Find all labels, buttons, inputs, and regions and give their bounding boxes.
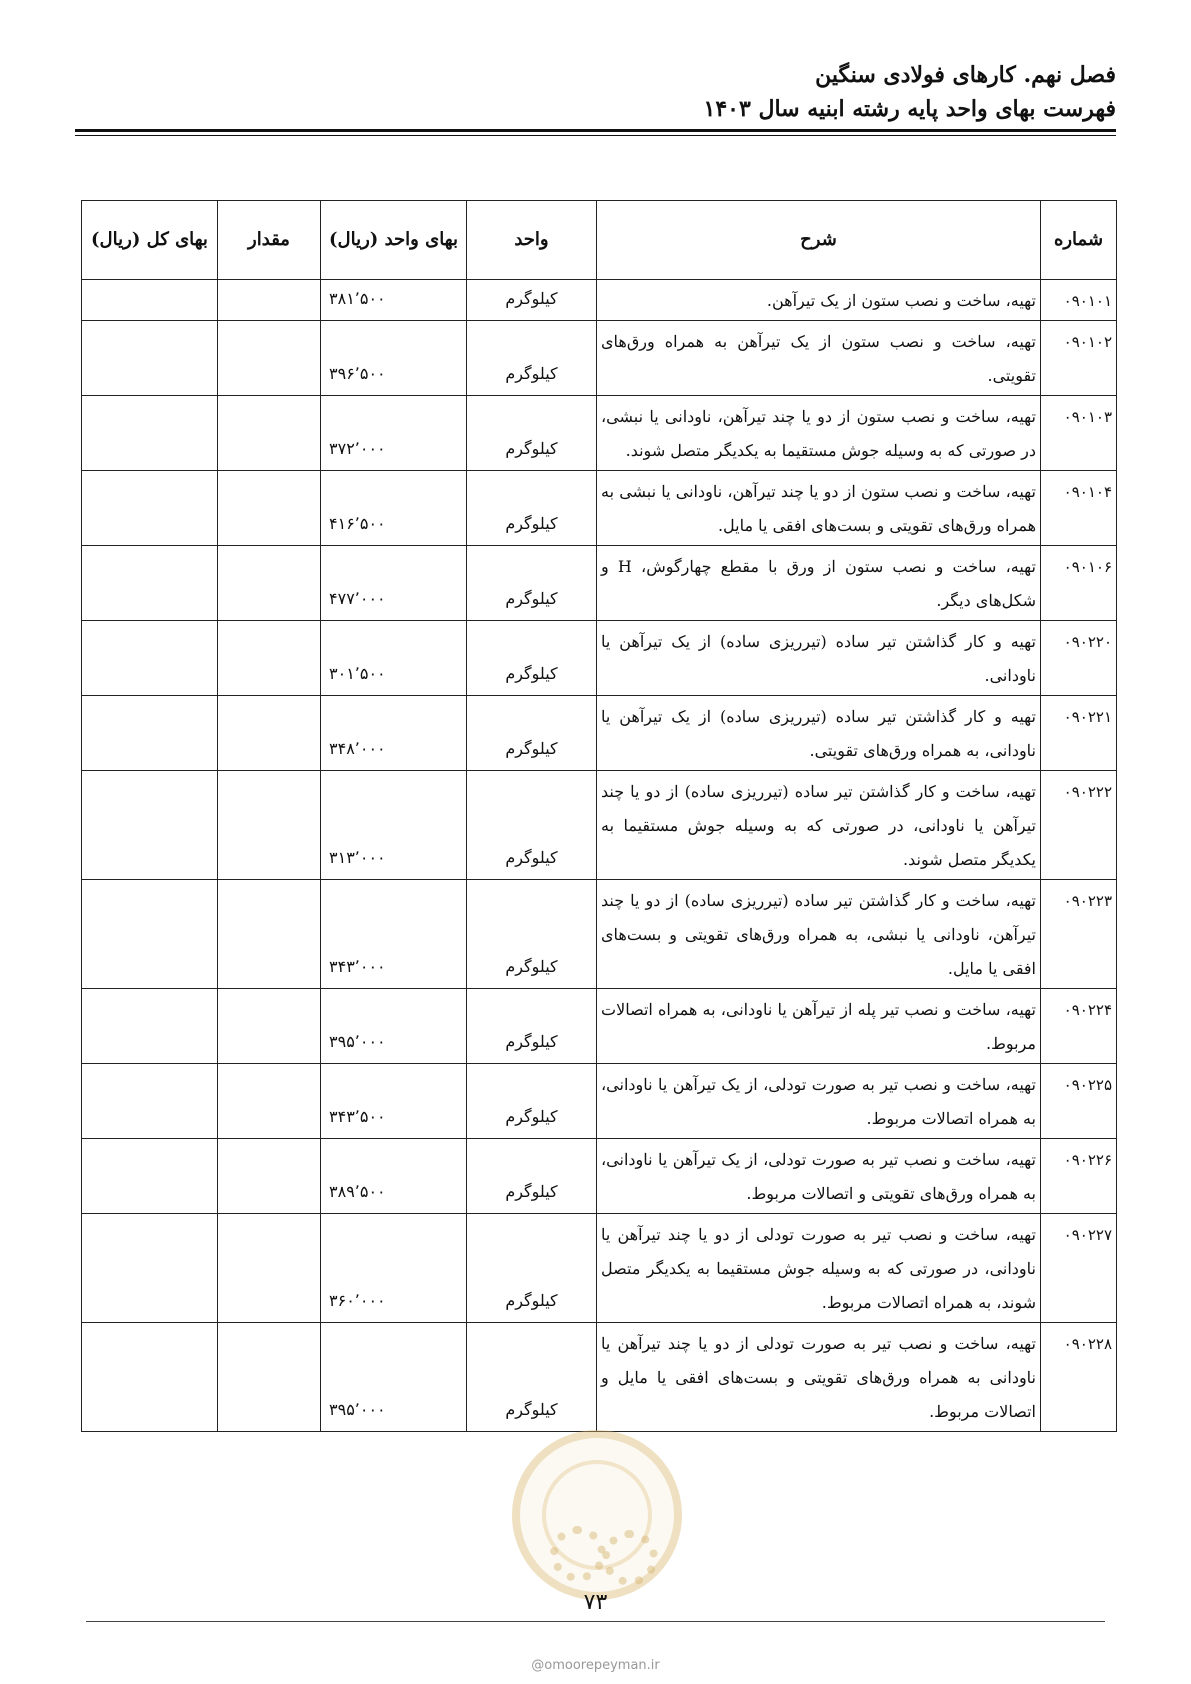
price-list-table xyxy=(81,200,1117,1432)
seal-gear-left xyxy=(550,1526,606,1582)
item-description: تهیه، ساخت و نصب ستون از دو یا چند تیرآهن، ناودانی یا نبشی به همراه ورق‌های تقویتی و بست‌های افقی یا مایل. xyxy=(597,471,1041,546)
item-unit-price: ۳۸۹٬۵۰۰ xyxy=(321,1139,467,1214)
item-quantity xyxy=(218,280,321,321)
item-description: تهیه، ساخت و نصب تیر به صورت تودلی، از یک تیرآهن یا ناودانی، به همراه ورق‌های تقویتی و اتصالات مربوط. xyxy=(597,1139,1041,1214)
item-quantity xyxy=(218,471,321,546)
item-unit-price: ۳۴۳٬۰۰۰ xyxy=(321,880,467,989)
footer-rule xyxy=(86,1621,1105,1622)
item-quantity xyxy=(218,1214,321,1323)
item-total-price xyxy=(82,321,218,396)
table-row xyxy=(82,1214,1117,1323)
table-row xyxy=(82,880,1117,989)
item-description: تهیه، ساخت و نصب تیر پله از تیرآهن یا ناودانی، به همراه اتصالات مربوط. xyxy=(597,989,1041,1064)
table-row xyxy=(82,771,1117,880)
item-quantity xyxy=(218,396,321,471)
item-code: ۰۹۰۱۰۳ xyxy=(1041,396,1117,471)
item-description: تهیه، ساخت و کار گذاشتن تیر ساده (تیرریزی ساده) از دو یا چند تیرآهن، ناودانی یا نبشی، به همراه ورق‌های تقویتی و بست‌های افقی یا مایل. xyxy=(597,880,1041,989)
item-description: تهیه، ساخت و نصب تیر به صورت تودلی از دو یا چند تیرآهن یا ناودانی، در صورتی که به وسیله جوش مستقیما به یکدیگر متصل شوند، به همراه اتصالات مربوط. xyxy=(597,1214,1041,1323)
item-quantity xyxy=(218,1064,321,1139)
item-unit-price: ۳۱۳٬۰۰۰ xyxy=(321,771,467,880)
item-code: ۰۹۰۲۲۵ xyxy=(1041,1064,1117,1139)
item-description: تهیه و کار گذاشتن تیر ساده (تیرریزی ساده) از یک تیرآهن یا ناودانی. xyxy=(597,621,1041,696)
table-row xyxy=(82,989,1117,1064)
item-description: تهیه، ساخت و نصب ستون از دو یا چند تیرآهن، ناودانی یا نبشی، در صورتی که به وسیله جوش مستقیما به یکدیگر متصل شوند. xyxy=(597,396,1041,471)
table-row xyxy=(82,321,1117,396)
item-quantity xyxy=(218,546,321,621)
table-body xyxy=(82,280,1117,1432)
item-unit: کیلوگرم xyxy=(467,771,597,880)
item-code: ۰۹۰۲۲۴ xyxy=(1041,989,1117,1064)
chapter-title: فصل نهم. کارهای فولادی سنگین xyxy=(815,62,1116,88)
table-row xyxy=(82,1139,1117,1214)
item-code: ۰۹۰۲۲۱ xyxy=(1041,696,1117,771)
item-unit: کیلوگرم xyxy=(467,696,597,771)
item-quantity xyxy=(218,771,321,880)
item-quantity xyxy=(218,1323,321,1432)
item-total-price xyxy=(82,621,218,696)
table-row xyxy=(82,1064,1117,1139)
item-unit: کیلوگرم xyxy=(467,621,597,696)
publisher-seal-watermark xyxy=(512,1430,682,1600)
item-quantity xyxy=(218,321,321,396)
table-row xyxy=(82,280,1117,321)
table-row xyxy=(82,396,1117,471)
item-description: تهیه، ساخت و نصب تیر به صورت تودلی، از یک تیرآهن یا ناودانی، به همراه اتصالات مربوط. xyxy=(597,1064,1041,1139)
item-code: ۰۹۰۱۰۶ xyxy=(1041,546,1117,621)
item-unit: کیلوگرم xyxy=(467,989,597,1064)
item-unit-price: ۳۴۳٬۵۰۰ xyxy=(321,1064,467,1139)
item-description: تهیه، ساخت و نصب ستون از یک تیرآهن. xyxy=(597,280,1041,321)
item-unit: کیلوگرم xyxy=(467,880,597,989)
item-code: ۰۹۰۱۰۴ xyxy=(1041,471,1117,546)
table-row xyxy=(82,1323,1117,1432)
item-total-price xyxy=(82,1323,218,1432)
item-code: ۰۹۰۱۰۱ xyxy=(1041,280,1117,321)
item-code: ۰۹۰۲۲۲ xyxy=(1041,771,1117,880)
item-unit-price: ۳۹۵٬۰۰۰ xyxy=(321,1323,467,1432)
item-unit-price: ۴۱۶٬۵۰۰ xyxy=(321,471,467,546)
header-unit: واحد xyxy=(467,201,597,280)
item-code: ۰۹۰۲۲۷ xyxy=(1041,1214,1117,1323)
item-unit-price: ۳۶۰٬۰۰۰ xyxy=(321,1214,467,1323)
item-description: تهیه، ساخت و کار گذاشتن تیر ساده (تیرریزی ساده) از دو یا چند تیرآهن یا ناودانی، در صورتی که به وسیله جوش مستقیما به یکدیگر متصل شوند. xyxy=(597,771,1041,880)
item-code: ۰۹۰۲۲۶ xyxy=(1041,1139,1117,1214)
item-unit: کیلوگرم xyxy=(467,321,597,396)
item-unit: کیلوگرم xyxy=(467,396,597,471)
item-total-price xyxy=(82,880,218,989)
item-total-price xyxy=(82,280,218,321)
item-code: ۰۹۰۲۲۳ xyxy=(1041,880,1117,989)
table-row xyxy=(82,621,1117,696)
item-code: ۰۹۰۲۲۰ xyxy=(1041,621,1117,696)
website-watermark: @omoorepeyman.ir xyxy=(531,1658,660,1673)
item-total-price xyxy=(82,1139,218,1214)
header-quantity: مقدار xyxy=(218,201,321,280)
item-unit-price: ۳۴۸٬۰۰۰ xyxy=(321,696,467,771)
table-row xyxy=(82,546,1117,621)
item-description: تهیه، ساخت و نصب ستون از یک تیرآهن به همراه ورق‌های تقویتی. xyxy=(597,321,1041,396)
item-total-price xyxy=(82,1064,218,1139)
document-title: فهرست بهای واحد پایه رشته ابنیه سال ۱۴۰۳ xyxy=(703,96,1116,122)
item-unit: کیلوگرم xyxy=(467,471,597,546)
header-rule-thick xyxy=(75,129,1116,132)
item-quantity xyxy=(218,880,321,989)
item-unit-price: ۳۸۱٬۵۰۰ xyxy=(321,280,467,321)
item-total-price xyxy=(82,396,218,471)
page-header xyxy=(75,58,1116,126)
item-total-price xyxy=(82,696,218,771)
item-unit-price: ۳۹۶٬۵۰۰ xyxy=(321,321,467,396)
item-quantity xyxy=(218,621,321,696)
item-unit: کیلوگرم xyxy=(467,1064,597,1139)
item-total-price xyxy=(82,546,218,621)
item-unit: کیلوگرم xyxy=(467,1214,597,1323)
item-unit-price: ۳۷۲٬۰۰۰ xyxy=(321,396,467,471)
table-row xyxy=(82,696,1117,771)
item-unit: کیلوگرم xyxy=(467,1323,597,1432)
item-total-price xyxy=(82,1214,218,1323)
header-code: شماره xyxy=(1041,201,1117,280)
item-total-price xyxy=(82,771,218,880)
item-description: تهیه، ساخت و نصب ستون از ورق با مقطع چهارگوش، H و شکل‌های دیگر. xyxy=(597,546,1041,621)
item-description: تهیه و کار گذاشتن تیر ساده (تیرریزی ساده) از یک تیرآهن یا ناودانی، به همراه ورق‌های تقویتی. xyxy=(597,696,1041,771)
item-unit: کیلوگرم xyxy=(467,1139,597,1214)
item-total-price xyxy=(82,989,218,1064)
page-number: ۷۳ xyxy=(583,1590,608,1615)
item-total-price xyxy=(82,471,218,546)
header-description: شرح xyxy=(597,201,1041,280)
header-rule-thin xyxy=(75,135,1116,136)
item-quantity xyxy=(218,696,321,771)
item-code: ۰۹۰۲۲۸ xyxy=(1041,1323,1117,1432)
item-unit-price: ۳۰۱٬۵۰۰ xyxy=(321,621,467,696)
table-header-row xyxy=(82,201,1117,280)
item-unit-price: ۳۹۵٬۰۰۰ xyxy=(321,989,467,1064)
item-description: تهیه، ساخت و نصب تیر به صورت تودلی از دو یا چند تیرآهن یا ناودانی به همراه ورق‌های تقویتی و بست‌های افقی یا مایل و اتصالات مربوط. xyxy=(597,1323,1041,1432)
item-quantity xyxy=(218,1139,321,1214)
item-unit: کیلوگرم xyxy=(467,280,597,321)
table-row xyxy=(82,471,1117,546)
item-code: ۰۹۰۱۰۲ xyxy=(1041,321,1117,396)
header-unit-price: بهای واحد (ریال) xyxy=(321,201,467,280)
item-unit: کیلوگرم xyxy=(467,546,597,621)
item-quantity xyxy=(218,989,321,1064)
seal-gear-right xyxy=(602,1530,658,1586)
header-total-price: بهای کل (ریال) xyxy=(82,201,218,280)
item-unit-price: ۴۷۷٬۰۰۰ xyxy=(321,546,467,621)
